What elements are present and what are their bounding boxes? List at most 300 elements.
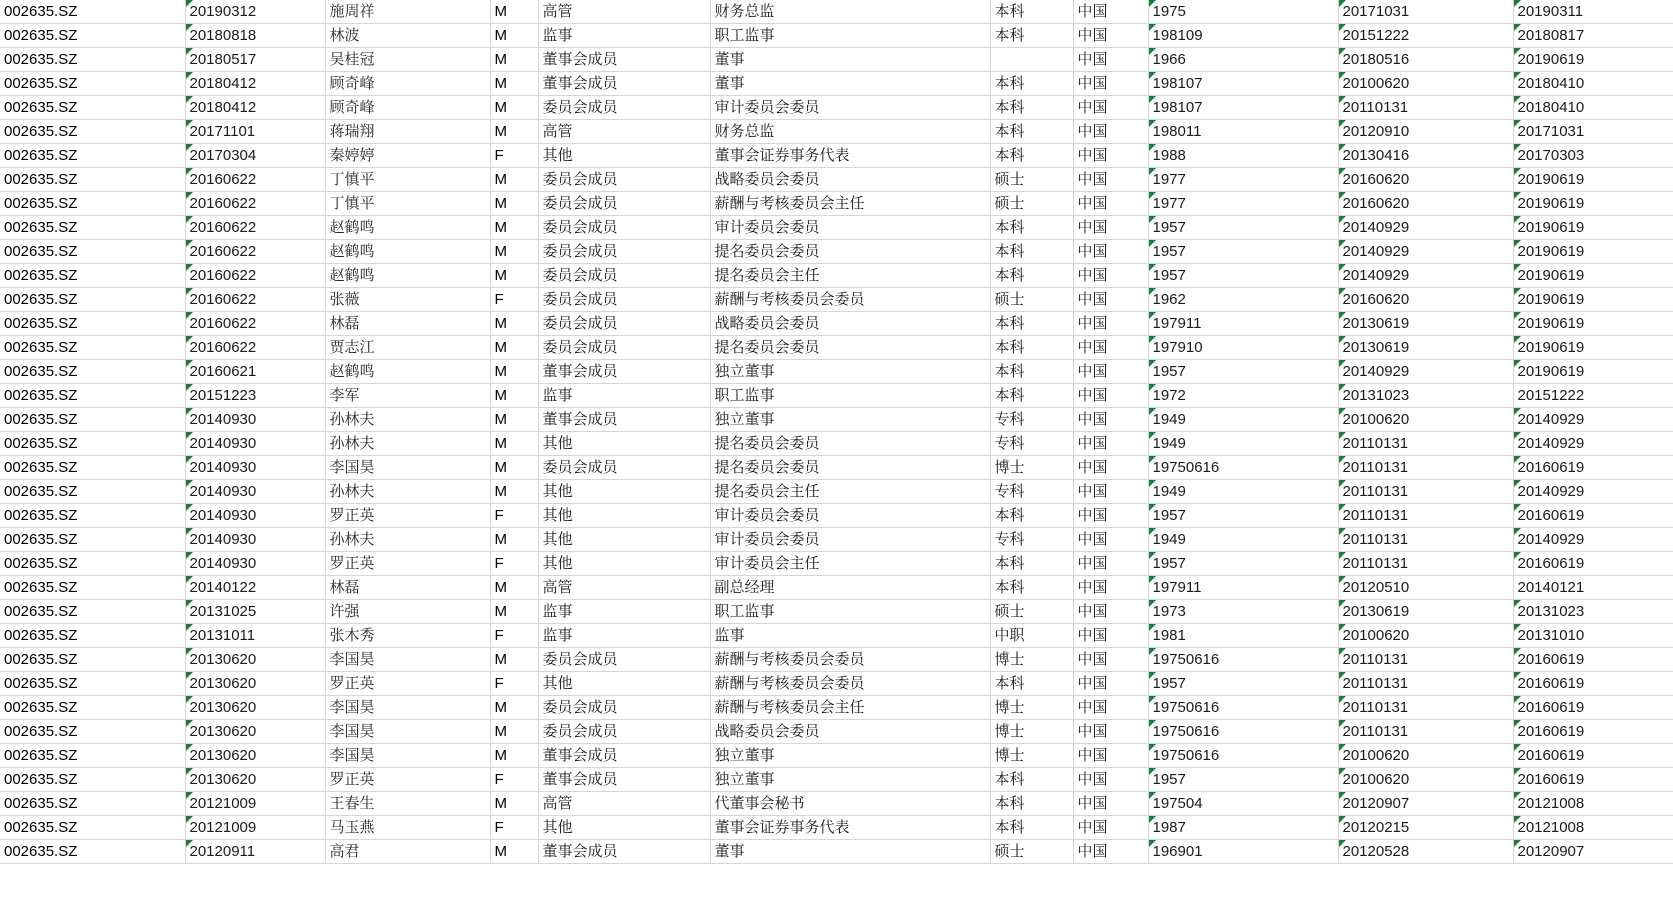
cell-start-date[interactable]: 20120907	[1338, 792, 1513, 816]
cell-birth[interactable]: 1981	[1148, 624, 1338, 648]
cell-gender[interactable]: M	[490, 336, 538, 360]
cell-announce-date[interactable]: 20121009	[185, 792, 325, 816]
cell-role-type[interactable]: 委员会成员	[538, 648, 710, 672]
cell-announce-date[interactable]: 20140930	[185, 456, 325, 480]
cell-gender[interactable]: M	[490, 240, 538, 264]
cell-education[interactable]: 本科	[990, 768, 1073, 792]
table-row[interactable]	[0, 216, 1673, 240]
cell-ticker[interactable]: 002635.SZ	[0, 384, 185, 408]
cell-start-date[interactable]: 20110131	[1338, 696, 1513, 720]
cell-ticker[interactable]: 002635.SZ	[0, 192, 185, 216]
cell-role-type[interactable]: 董事会成员	[538, 768, 710, 792]
cell-person-name[interactable]: 马玉燕	[325, 816, 490, 840]
cell-position[interactable]: 代董事会秘书	[710, 792, 990, 816]
cell-start-date[interactable]: 20120510	[1338, 576, 1513, 600]
cell-position[interactable]: 董事会证券事务代表	[710, 816, 990, 840]
cell-education[interactable]: 本科	[990, 312, 1073, 336]
cell-gender[interactable]: M	[490, 24, 538, 48]
cell-education[interactable]: 本科	[990, 360, 1073, 384]
cell-gender[interactable]: M	[490, 576, 538, 600]
cell-role-type[interactable]: 委员会成员	[538, 192, 710, 216]
cell-end-date[interactable]: 20160619	[1513, 648, 1673, 672]
cell-ticker[interactable]: 002635.SZ	[0, 24, 185, 48]
cell-role-type[interactable]: 高管	[538, 792, 710, 816]
cell-announce-date[interactable]: 20140930	[185, 504, 325, 528]
cell-position[interactable]: 薪酬与考核委员会主任	[710, 192, 990, 216]
cell-education[interactable]: 专科	[990, 432, 1073, 456]
cell-nationality[interactable]: 中国	[1073, 336, 1148, 360]
cell-role-type[interactable]: 监事	[538, 384, 710, 408]
cell-birth[interactable]: 198107	[1148, 96, 1338, 120]
cell-birth[interactable]: 197911	[1148, 576, 1338, 600]
cell-person-name[interactable]: 王春生	[325, 792, 490, 816]
cell-start-date[interactable]: 20100620	[1338, 72, 1513, 96]
cell-education[interactable]: 本科	[990, 336, 1073, 360]
cell-nationality[interactable]: 中国	[1073, 168, 1148, 192]
cell-position[interactable]: 职工监事	[710, 384, 990, 408]
cell-start-date[interactable]: 20180516	[1338, 48, 1513, 72]
cell-announce-date[interactable]: 20160622	[185, 336, 325, 360]
cell-announce-date[interactable]: 20180517	[185, 48, 325, 72]
cell-start-date[interactable]: 20171031	[1338, 0, 1513, 24]
table-row[interactable]	[0, 456, 1673, 480]
cell-gender[interactable]: M	[490, 312, 538, 336]
cell-ticker[interactable]: 002635.SZ	[0, 840, 185, 864]
cell-announce-date[interactable]: 20131011	[185, 624, 325, 648]
cell-ticker[interactable]: 002635.SZ	[0, 432, 185, 456]
cell-nationality[interactable]: 中国	[1073, 504, 1148, 528]
table-row[interactable]	[0, 264, 1673, 288]
cell-end-date[interactable]: 20190619	[1513, 192, 1673, 216]
cell-start-date[interactable]: 20120528	[1338, 840, 1513, 864]
cell-role-type[interactable]: 其他	[538, 672, 710, 696]
cell-end-date[interactable]: 20140121	[1513, 576, 1673, 600]
cell-gender[interactable]: F	[490, 504, 538, 528]
cell-nationality[interactable]: 中国	[1073, 840, 1148, 864]
cell-position[interactable]: 薪酬与考核委员会委员	[710, 288, 990, 312]
cell-gender[interactable]: F	[490, 144, 538, 168]
cell-nationality[interactable]: 中国	[1073, 144, 1148, 168]
cell-ticker[interactable]: 002635.SZ	[0, 72, 185, 96]
cell-nationality[interactable]: 中国	[1073, 432, 1148, 456]
cell-end-date[interactable]: 20190619	[1513, 264, 1673, 288]
cell-birth[interactable]: 1957	[1148, 672, 1338, 696]
cell-announce-date[interactable]: 20160622	[185, 288, 325, 312]
cell-announce-date[interactable]: 20130620	[185, 648, 325, 672]
cell-announce-date[interactable]: 20160622	[185, 240, 325, 264]
cell-gender[interactable]: M	[490, 528, 538, 552]
cell-birth[interactable]: 1957	[1148, 240, 1338, 264]
table-row[interactable]	[0, 624, 1673, 648]
cell-role-type[interactable]: 董事会成员	[538, 72, 710, 96]
cell-role-type[interactable]: 委员会成员	[538, 312, 710, 336]
cell-person-name[interactable]: 李军	[325, 384, 490, 408]
cell-education[interactable]: 本科	[990, 72, 1073, 96]
cell-nationality[interactable]: 中国	[1073, 264, 1148, 288]
cell-birth[interactable]: 1949	[1148, 480, 1338, 504]
table-row[interactable]	[0, 0, 1673, 24]
cell-end-date[interactable]: 20131023	[1513, 600, 1673, 624]
cell-education[interactable]: 博士	[990, 456, 1073, 480]
cell-birth[interactable]: 1977	[1148, 168, 1338, 192]
table-row[interactable]	[0, 744, 1673, 768]
cell-position[interactable]: 财务总监	[710, 0, 990, 24]
cell-gender[interactable]: M	[490, 480, 538, 504]
cell-education[interactable]: 专科	[990, 528, 1073, 552]
cell-announce-date[interactable]: 20130620	[185, 672, 325, 696]
cell-position[interactable]: 董事	[710, 72, 990, 96]
cell-person-name[interactable]: 孙林夫	[325, 528, 490, 552]
cell-end-date[interactable]: 20170303	[1513, 144, 1673, 168]
cell-nationality[interactable]: 中国	[1073, 72, 1148, 96]
cell-birth[interactable]: 196901	[1148, 840, 1338, 864]
cell-start-date[interactable]: 20130619	[1338, 312, 1513, 336]
cell-role-type[interactable]: 董事会成员	[538, 840, 710, 864]
table-row[interactable]	[0, 168, 1673, 192]
cell-gender[interactable]: F	[490, 768, 538, 792]
cell-ticker[interactable]: 002635.SZ	[0, 456, 185, 480]
cell-ticker[interactable]: 002635.SZ	[0, 240, 185, 264]
cell-role-type[interactable]: 高管	[538, 0, 710, 24]
cell-role-type[interactable]: 董事会成员	[538, 360, 710, 384]
cell-end-date[interactable]: 20190619	[1513, 288, 1673, 312]
cell-start-date[interactable]: 20100620	[1338, 744, 1513, 768]
cell-birth[interactable]: 19750616	[1148, 696, 1338, 720]
cell-ticker[interactable]: 002635.SZ	[0, 768, 185, 792]
cell-person-name[interactable]: 林波	[325, 24, 490, 48]
cell-nationality[interactable]: 中国	[1073, 816, 1148, 840]
cell-nationality[interactable]: 中国	[1073, 24, 1148, 48]
table-row[interactable]	[0, 360, 1673, 384]
cell-person-name[interactable]: 顾奇峰	[325, 72, 490, 96]
cell-ticker[interactable]: 002635.SZ	[0, 168, 185, 192]
cell-gender[interactable]: M	[490, 168, 538, 192]
cell-position[interactable]: 监事	[710, 624, 990, 648]
table-row[interactable]	[0, 144, 1673, 168]
cell-position[interactable]: 审计委员会委员	[710, 504, 990, 528]
cell-education[interactable]	[990, 48, 1073, 72]
cell-nationality[interactable]: 中国	[1073, 288, 1148, 312]
cell-ticker[interactable]: 002635.SZ	[0, 96, 185, 120]
cell-end-date[interactable]: 20140929	[1513, 432, 1673, 456]
cell-end-date[interactable]: 20160619	[1513, 552, 1673, 576]
cell-nationality[interactable]: 中国	[1073, 192, 1148, 216]
cell-end-date[interactable]: 20151222	[1513, 384, 1673, 408]
cell-announce-date[interactable]: 20160621	[185, 360, 325, 384]
cell-announce-date[interactable]: 20140930	[185, 480, 325, 504]
cell-ticker[interactable]: 002635.SZ	[0, 672, 185, 696]
cell-person-name[interactable]: 李国昊	[325, 744, 490, 768]
cell-start-date[interactable]: 20140929	[1338, 216, 1513, 240]
cell-ticker[interactable]: 002635.SZ	[0, 120, 185, 144]
table-row[interactable]	[0, 552, 1673, 576]
cell-start-date[interactable]: 20130619	[1338, 600, 1513, 624]
cell-education[interactable]: 博士	[990, 720, 1073, 744]
cell-birth[interactable]: 19750616	[1148, 744, 1338, 768]
cell-announce-date[interactable]: 20151223	[185, 384, 325, 408]
cell-end-date[interactable]: 20160619	[1513, 672, 1673, 696]
cell-announce-date[interactable]: 20160622	[185, 192, 325, 216]
cell-birth[interactable]: 1957	[1148, 216, 1338, 240]
cell-birth[interactable]: 1977	[1148, 192, 1338, 216]
cell-gender[interactable]: F	[490, 624, 538, 648]
cell-person-name[interactable]: 顾奇峰	[325, 96, 490, 120]
cell-birth[interactable]: 19750616	[1148, 456, 1338, 480]
cell-education[interactable]: 本科	[990, 144, 1073, 168]
cell-birth[interactable]: 1972	[1148, 384, 1338, 408]
cell-start-date[interactable]: 20110131	[1338, 504, 1513, 528]
cell-end-date[interactable]: 20120907	[1513, 840, 1673, 864]
cell-start-date[interactable]: 20110131	[1338, 720, 1513, 744]
cell-start-date[interactable]: 20110131	[1338, 648, 1513, 672]
cell-position[interactable]: 薪酬与考核委员会主任	[710, 696, 990, 720]
cell-end-date[interactable]: 20180817	[1513, 24, 1673, 48]
cell-person-name[interactable]: 施周祥	[325, 0, 490, 24]
table-row[interactable]	[0, 504, 1673, 528]
cell-ticker[interactable]: 002635.SZ	[0, 288, 185, 312]
table-row[interactable]	[0, 576, 1673, 600]
cell-announce-date[interactable]: 20160622	[185, 312, 325, 336]
cell-end-date[interactable]: 20160619	[1513, 744, 1673, 768]
cell-person-name[interactable]: 丁慎平	[325, 192, 490, 216]
cell-end-date[interactable]: 20180410	[1513, 72, 1673, 96]
cell-gender[interactable]: M	[490, 432, 538, 456]
cell-birth[interactable]: 1962	[1148, 288, 1338, 312]
cell-birth[interactable]: 1987	[1148, 816, 1338, 840]
cell-role-type[interactable]: 其他	[538, 816, 710, 840]
cell-position[interactable]: 提名委员会委员	[710, 456, 990, 480]
cell-position[interactable]: 董事	[710, 48, 990, 72]
cell-start-date[interactable]: 20130619	[1338, 336, 1513, 360]
cell-education[interactable]: 硕士	[990, 600, 1073, 624]
cell-gender[interactable]: F	[490, 552, 538, 576]
cell-position[interactable]: 审计委员会委员	[710, 216, 990, 240]
cell-end-date[interactable]: 20190619	[1513, 312, 1673, 336]
cell-person-name[interactable]: 吴桂冠	[325, 48, 490, 72]
cell-end-date[interactable]: 20190619	[1513, 240, 1673, 264]
cell-education[interactable]: 硕士	[990, 192, 1073, 216]
cell-education[interactable]: 博士	[990, 744, 1073, 768]
cell-ticker[interactable]: 002635.SZ	[0, 600, 185, 624]
cell-birth[interactable]: 197911	[1148, 312, 1338, 336]
cell-nationality[interactable]: 中国	[1073, 216, 1148, 240]
cell-gender[interactable]: M	[490, 408, 538, 432]
cell-gender[interactable]: M	[490, 264, 538, 288]
cell-announce-date[interactable]: 20180412	[185, 96, 325, 120]
cell-person-name[interactable]: 高君	[325, 840, 490, 864]
table-row[interactable]	[0, 312, 1673, 336]
cell-start-date[interactable]: 20131023	[1338, 384, 1513, 408]
cell-ticker[interactable]: 002635.SZ	[0, 576, 185, 600]
cell-ticker[interactable]: 002635.SZ	[0, 360, 185, 384]
table-row[interactable]	[0, 696, 1673, 720]
cell-role-type[interactable]: 监事	[538, 600, 710, 624]
cell-announce-date[interactable]: 20130620	[185, 696, 325, 720]
cell-position[interactable]: 战略委员会委员	[710, 168, 990, 192]
cell-education[interactable]: 本科	[990, 216, 1073, 240]
cell-education[interactable]: 硕士	[990, 840, 1073, 864]
cell-gender[interactable]: M	[490, 48, 538, 72]
cell-gender[interactable]: M	[490, 744, 538, 768]
table-row[interactable]	[0, 384, 1673, 408]
cell-birth[interactable]: 1988	[1148, 144, 1338, 168]
cell-nationality[interactable]: 中国	[1073, 312, 1148, 336]
cell-end-date[interactable]: 20160619	[1513, 768, 1673, 792]
table-row[interactable]	[0, 528, 1673, 552]
cell-gender[interactable]: M	[490, 360, 538, 384]
cell-person-name[interactable]: 李国昊	[325, 648, 490, 672]
cell-birth[interactable]: 1949	[1148, 528, 1338, 552]
cell-birth[interactable]: 1949	[1148, 432, 1338, 456]
cell-role-type[interactable]: 委员会成员	[538, 240, 710, 264]
cell-position[interactable]: 审计委员会委员	[710, 528, 990, 552]
table-row[interactable]	[0, 192, 1673, 216]
cell-education[interactable]: 本科	[990, 240, 1073, 264]
cell-start-date[interactable]: 20110131	[1338, 432, 1513, 456]
cell-role-type[interactable]: 其他	[538, 432, 710, 456]
cell-start-date[interactable]: 20160620	[1338, 192, 1513, 216]
cell-gender[interactable]: M	[490, 720, 538, 744]
cell-person-name[interactable]: 张木秀	[325, 624, 490, 648]
cell-ticker[interactable]: 002635.SZ	[0, 48, 185, 72]
cell-end-date[interactable]: 20121008	[1513, 816, 1673, 840]
cell-education[interactable]: 本科	[990, 264, 1073, 288]
cell-start-date[interactable]: 20110131	[1338, 672, 1513, 696]
cell-person-name[interactable]: 赵鹤鸣	[325, 240, 490, 264]
table-row[interactable]	[0, 768, 1673, 792]
cell-start-date[interactable]: 20140929	[1338, 264, 1513, 288]
cell-education[interactable]: 硕士	[990, 168, 1073, 192]
cell-ticker[interactable]: 002635.SZ	[0, 504, 185, 528]
cell-birth[interactable]: 1966	[1148, 48, 1338, 72]
cell-birth[interactable]: 1949	[1148, 408, 1338, 432]
cell-role-type[interactable]: 委员会成员	[538, 96, 710, 120]
cell-birth[interactable]: 1957	[1148, 264, 1338, 288]
cell-end-date[interactable]: 20171031	[1513, 120, 1673, 144]
cell-announce-date[interactable]: 20130620	[185, 768, 325, 792]
cell-education[interactable]: 专科	[990, 480, 1073, 504]
cell-start-date[interactable]: 20100620	[1338, 768, 1513, 792]
cell-start-date[interactable]: 20160620	[1338, 168, 1513, 192]
cell-role-type[interactable]: 董事会成员	[538, 408, 710, 432]
cell-role-type[interactable]: 委员会成员	[538, 264, 710, 288]
table-row[interactable]	[0, 24, 1673, 48]
cell-end-date[interactable]: 20160619	[1513, 696, 1673, 720]
cell-gender[interactable]: F	[490, 288, 538, 312]
cell-nationality[interactable]: 中国	[1073, 120, 1148, 144]
table-row[interactable]	[0, 336, 1673, 360]
table-row[interactable]	[0, 600, 1673, 624]
cell-ticker[interactable]: 002635.SZ	[0, 408, 185, 432]
cell-nationality[interactable]: 中国	[1073, 744, 1148, 768]
table-row[interactable]	[0, 840, 1673, 864]
cell-announce-date[interactable]: 20130620	[185, 744, 325, 768]
cell-person-name[interactable]: 林磊	[325, 312, 490, 336]
cell-nationality[interactable]: 中国	[1073, 480, 1148, 504]
cell-education[interactable]: 本科	[990, 672, 1073, 696]
cell-gender[interactable]: F	[490, 816, 538, 840]
cell-role-type[interactable]: 其他	[538, 552, 710, 576]
cell-ticker[interactable]: 002635.SZ	[0, 336, 185, 360]
cell-start-date[interactable]: 20100620	[1338, 624, 1513, 648]
cell-education[interactable]: 中职	[990, 624, 1073, 648]
cell-start-date[interactable]: 20110131	[1338, 480, 1513, 504]
cell-ticker[interactable]: 002635.SZ	[0, 528, 185, 552]
cell-role-type[interactable]: 委员会成员	[538, 720, 710, 744]
table-row[interactable]	[0, 72, 1673, 96]
cell-birth[interactable]: 19750616	[1148, 648, 1338, 672]
cell-education[interactable]: 本科	[990, 120, 1073, 144]
table-row[interactable]	[0, 48, 1673, 72]
cell-ticker[interactable]: 002635.SZ	[0, 792, 185, 816]
cell-end-date[interactable]: 20190619	[1513, 168, 1673, 192]
cell-position[interactable]: 独立董事	[710, 768, 990, 792]
cell-position[interactable]: 战略委员会委员	[710, 312, 990, 336]
table-row[interactable]	[0, 240, 1673, 264]
cell-start-date[interactable]: 20160620	[1338, 288, 1513, 312]
cell-nationality[interactable]: 中国	[1073, 624, 1148, 648]
cell-role-type[interactable]: 董事会成员	[538, 48, 710, 72]
table-row[interactable]	[0, 432, 1673, 456]
cell-gender[interactable]: M	[490, 72, 538, 96]
cell-person-name[interactable]: 罗正英	[325, 672, 490, 696]
cell-person-name[interactable]: 丁慎平	[325, 168, 490, 192]
cell-start-date[interactable]: 20100620	[1338, 408, 1513, 432]
cell-position[interactable]: 审计委员会委员	[710, 96, 990, 120]
table-row[interactable]	[0, 120, 1673, 144]
cell-announce-date[interactable]: 20160622	[185, 168, 325, 192]
cell-announce-date[interactable]: 20120911	[185, 840, 325, 864]
cell-announce-date[interactable]: 20140122	[185, 576, 325, 600]
cell-end-date[interactable]: 20140929	[1513, 408, 1673, 432]
cell-end-date[interactable]: 20190311	[1513, 0, 1673, 24]
cell-position[interactable]: 独立董事	[710, 408, 990, 432]
cell-education[interactable]: 专科	[990, 408, 1073, 432]
cell-gender[interactable]: M	[490, 384, 538, 408]
cell-person-name[interactable]: 罗正英	[325, 552, 490, 576]
cell-end-date[interactable]: 20160619	[1513, 504, 1673, 528]
cell-nationality[interactable]: 中国	[1073, 792, 1148, 816]
cell-nationality[interactable]: 中国	[1073, 600, 1148, 624]
cell-nationality[interactable]: 中国	[1073, 0, 1148, 24]
cell-end-date[interactable]: 20190619	[1513, 360, 1673, 384]
table-row[interactable]	[0, 720, 1673, 744]
cell-nationality[interactable]: 中国	[1073, 576, 1148, 600]
cell-person-name[interactable]: 蒋瑞翔	[325, 120, 490, 144]
cell-position[interactable]: 职工监事	[710, 600, 990, 624]
cell-ticker[interactable]: 002635.SZ	[0, 552, 185, 576]
table-row[interactable]	[0, 816, 1673, 840]
table-row[interactable]	[0, 480, 1673, 504]
cell-role-type[interactable]: 其他	[538, 528, 710, 552]
cell-announce-date[interactable]: 20180818	[185, 24, 325, 48]
cell-education[interactable]: 本科	[990, 816, 1073, 840]
cell-gender[interactable]: F	[490, 672, 538, 696]
cell-gender[interactable]: M	[490, 648, 538, 672]
cell-birth[interactable]: 197910	[1148, 336, 1338, 360]
cell-birth[interactable]: 1973	[1148, 600, 1338, 624]
cell-nationality[interactable]: 中国	[1073, 768, 1148, 792]
cell-role-type[interactable]: 委员会成员	[538, 456, 710, 480]
cell-birth[interactable]: 19750616	[1148, 720, 1338, 744]
cell-nationality[interactable]: 中国	[1073, 552, 1148, 576]
cell-gender[interactable]: M	[490, 96, 538, 120]
cell-birth[interactable]: 1957	[1148, 360, 1338, 384]
cell-role-type[interactable]: 委员会成员	[538, 336, 710, 360]
cell-end-date[interactable]: 20140929	[1513, 480, 1673, 504]
cell-person-name[interactable]: 赵鹤鸣	[325, 216, 490, 240]
cell-end-date[interactable]: 20160619	[1513, 456, 1673, 480]
